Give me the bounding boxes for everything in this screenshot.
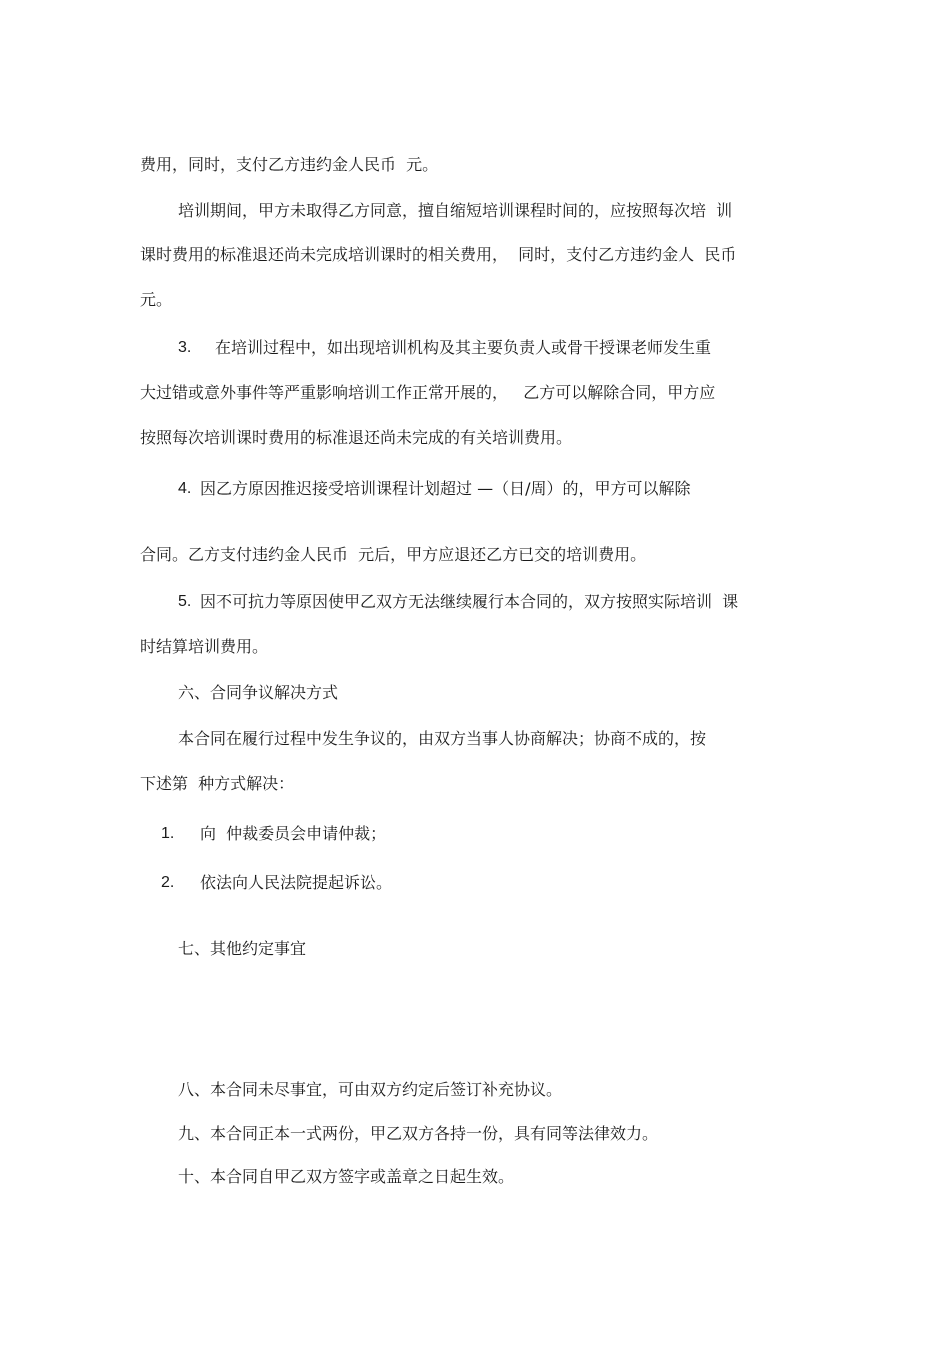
section-heading: 七、其他约定事宜 [178,939,307,958]
text-line: 时结算培训费用。 [140,637,269,656]
item-number: 5. [178,593,192,610]
text-line: 在培训过程中，如出现培训机构及其主要负责人或骨干授课老师发生重 [215,338,712,357]
text-line: 本合同在履行过程中发生争议的，由双方当事人协商解决；协商不成的，按 [178,729,707,748]
text-line: 九、本合同正本一式两份，甲乙双方各持一份，具有同等法律效力。 [178,1124,659,1143]
item-number: 4. [178,480,192,497]
section-heading: 六、合同争议解决方式 [178,683,339,702]
text-line: 依法向人民法院提起诉讼。 [200,873,393,892]
item-number: 1. [161,825,175,842]
text-line: 下述第 种方式解决： [140,774,295,793]
item-number: 3. [178,339,192,356]
text-line: 合同。乙方支付违约金人民币 元后，甲方应退还乙方已交的培训费用。 [140,545,647,564]
text-line: 因乙方原因推迟接受培训课程计划超过 —（日/周）的，甲方可以解除 [200,479,691,498]
text-line: 因不可抗力等原因使甲乙双方无法继续履行本合同的，双方按照实际培训 课 [200,592,739,611]
text-line: 八、本合同未尽事宜，可由双方约定后签订补充协议。 [178,1080,563,1099]
text-line: 大过错或意外事件等严重影响培训工作正常开展的， 乙方可以解除合同，甲方应 [140,383,716,402]
text-line: 向 仲裁委员会申请仲裁； [200,824,387,843]
text-line: 培训期间，甲方未取得乙方同意，擅自缩短培训课程时间的，应按照每次培 训 [178,201,733,220]
text-line: 按照每次培训课时费用的标准退还尚未完成的有关培训费用。 [140,428,573,447]
item-number: 2. [161,874,175,891]
text-line: 十、本合同自甲乙双方签字或盖章之日起生效。 [178,1167,515,1186]
text-line: 课时费用的标准退还尚未完成培训课时的相关费用， 同时，支付乙方违约金人 民币 [140,245,737,264]
text-line: 元。 [140,290,173,309]
text-line: 费用，同时，支付乙方违约金人民币 元。 [140,155,439,174]
